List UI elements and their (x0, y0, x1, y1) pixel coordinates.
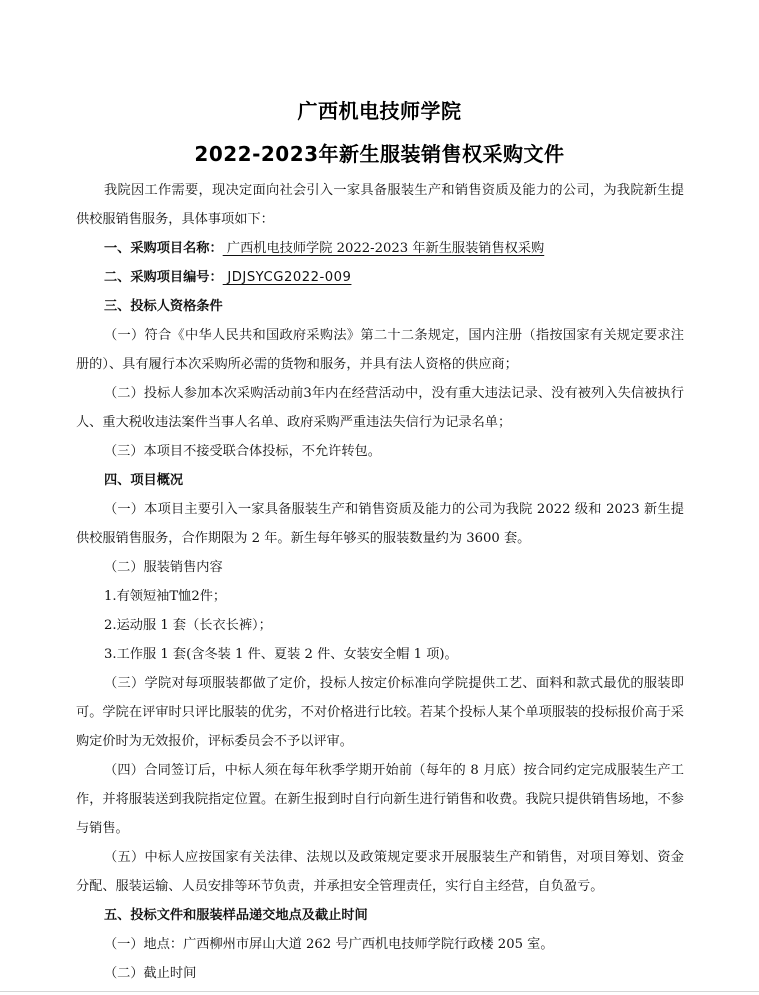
project-number-value: JDJSYCG2022-009 (222, 270, 352, 285)
document-body (76, 176, 684, 988)
qualification-item: （一）符合《中华人民共和国政府采购法》第二十二条规定，国内注册（指按国家有关规定要求注册的）、具有履行本次采购所必需的货物和服务，并具有法人资格的供应商； (76, 328, 684, 372)
section-heading-submission: 五、投标文件和服装样品递交地点及截止时间 (104, 908, 368, 923)
project-name-value: 广西机电技师学院 2022-2023 年新生服装销售权采购 (222, 241, 545, 256)
project-number-line (76, 263, 684, 292)
submission-item: （一）地点：广西柳州市屏山大道 262 号广西机电技师学院行政楼 205 室。 (104, 937, 554, 952)
document-title-procurement: 2022-2023年新生服装销售权采购文件 (194, 142, 565, 166)
project-name-label: 一、采购项目名称： (104, 241, 223, 256)
page-bottom-divider (0, 991, 759, 992)
project-name-line (76, 234, 684, 263)
overview-item: （四）合同签订后，中标人须在每年秋季学期开始前（每年的 8 月底）按合同约定完成服装生产工作，并将服装送到我院指定位置。在新生报到时自行向新生进行销售和收费。我院只提供销售场地，不参与销售。 (76, 763, 684, 836)
clothing-list-item: 1.有领短袖T恤2件； (104, 589, 227, 604)
clothing-list-item: 2.运动服 1 套（长衣长裤）； (104, 618, 272, 633)
qualification-item: （三）本项目不接受联合体投标，不允许转包。 (104, 444, 381, 459)
intro-paragraph: 我院因工作需要，现决定面向社会引入一家具备服装生产和销售资质及能力的公司，为我院新生提供校服销售服务，具体事项如下： (76, 183, 684, 227)
overview-item: （一）本项目主要引入一家具备服装生产和销售资质及能力的公司为我院 2022 级和 2023 新生提供校服销售服务，合作期限为 2 年。新生每年够买的服装数量约为 3600 套。 (76, 502, 684, 546)
clothing-list-item: 3.工作服 1 套(含冬装 1 件、夏装 2 件、女装安全帽 1 项)。 (104, 647, 458, 662)
submission-item: （二）截止时间 (104, 966, 197, 981)
section-heading-overview: 四、项目概况 (104, 473, 184, 488)
overview-item: （二）服装销售内容 (104, 560, 223, 575)
section-heading-qualifications: 三、投标人资格条件 (104, 299, 223, 314)
qualification-item: （二）投标人参加本次采购活动前3年内在经营活动中，没有重大违法记录、没有被列入失信被执行人、重大税收违法案件当事人名单、政府采购严重违法失信行为记录名单； (76, 386, 684, 430)
overview-item: （五）中标人应按国家有关法律、法规以及政策规定要求开展服装生产和销售，对项目筹划、资金分配、服装运输、人员安排等环节负责，并承担安全管理责任，实行自主经营，自负盈亏。 (76, 850, 684, 894)
project-number-label: 二、采购项目编号： (104, 270, 223, 285)
overview-item: （三）学院对每项服装都做了定价，投标人按定价标准向学院提供工艺、面料和款式最优的服装即可。学院在评审时只评比服装的优劣，不对价格进行比较。若某个投标人某个单项服装的投标报价高于采购定价时为无效报价，评标委员会不予以评审。 (76, 676, 684, 749)
document-title-school: 广西机电技师学院 (297, 99, 462, 123)
